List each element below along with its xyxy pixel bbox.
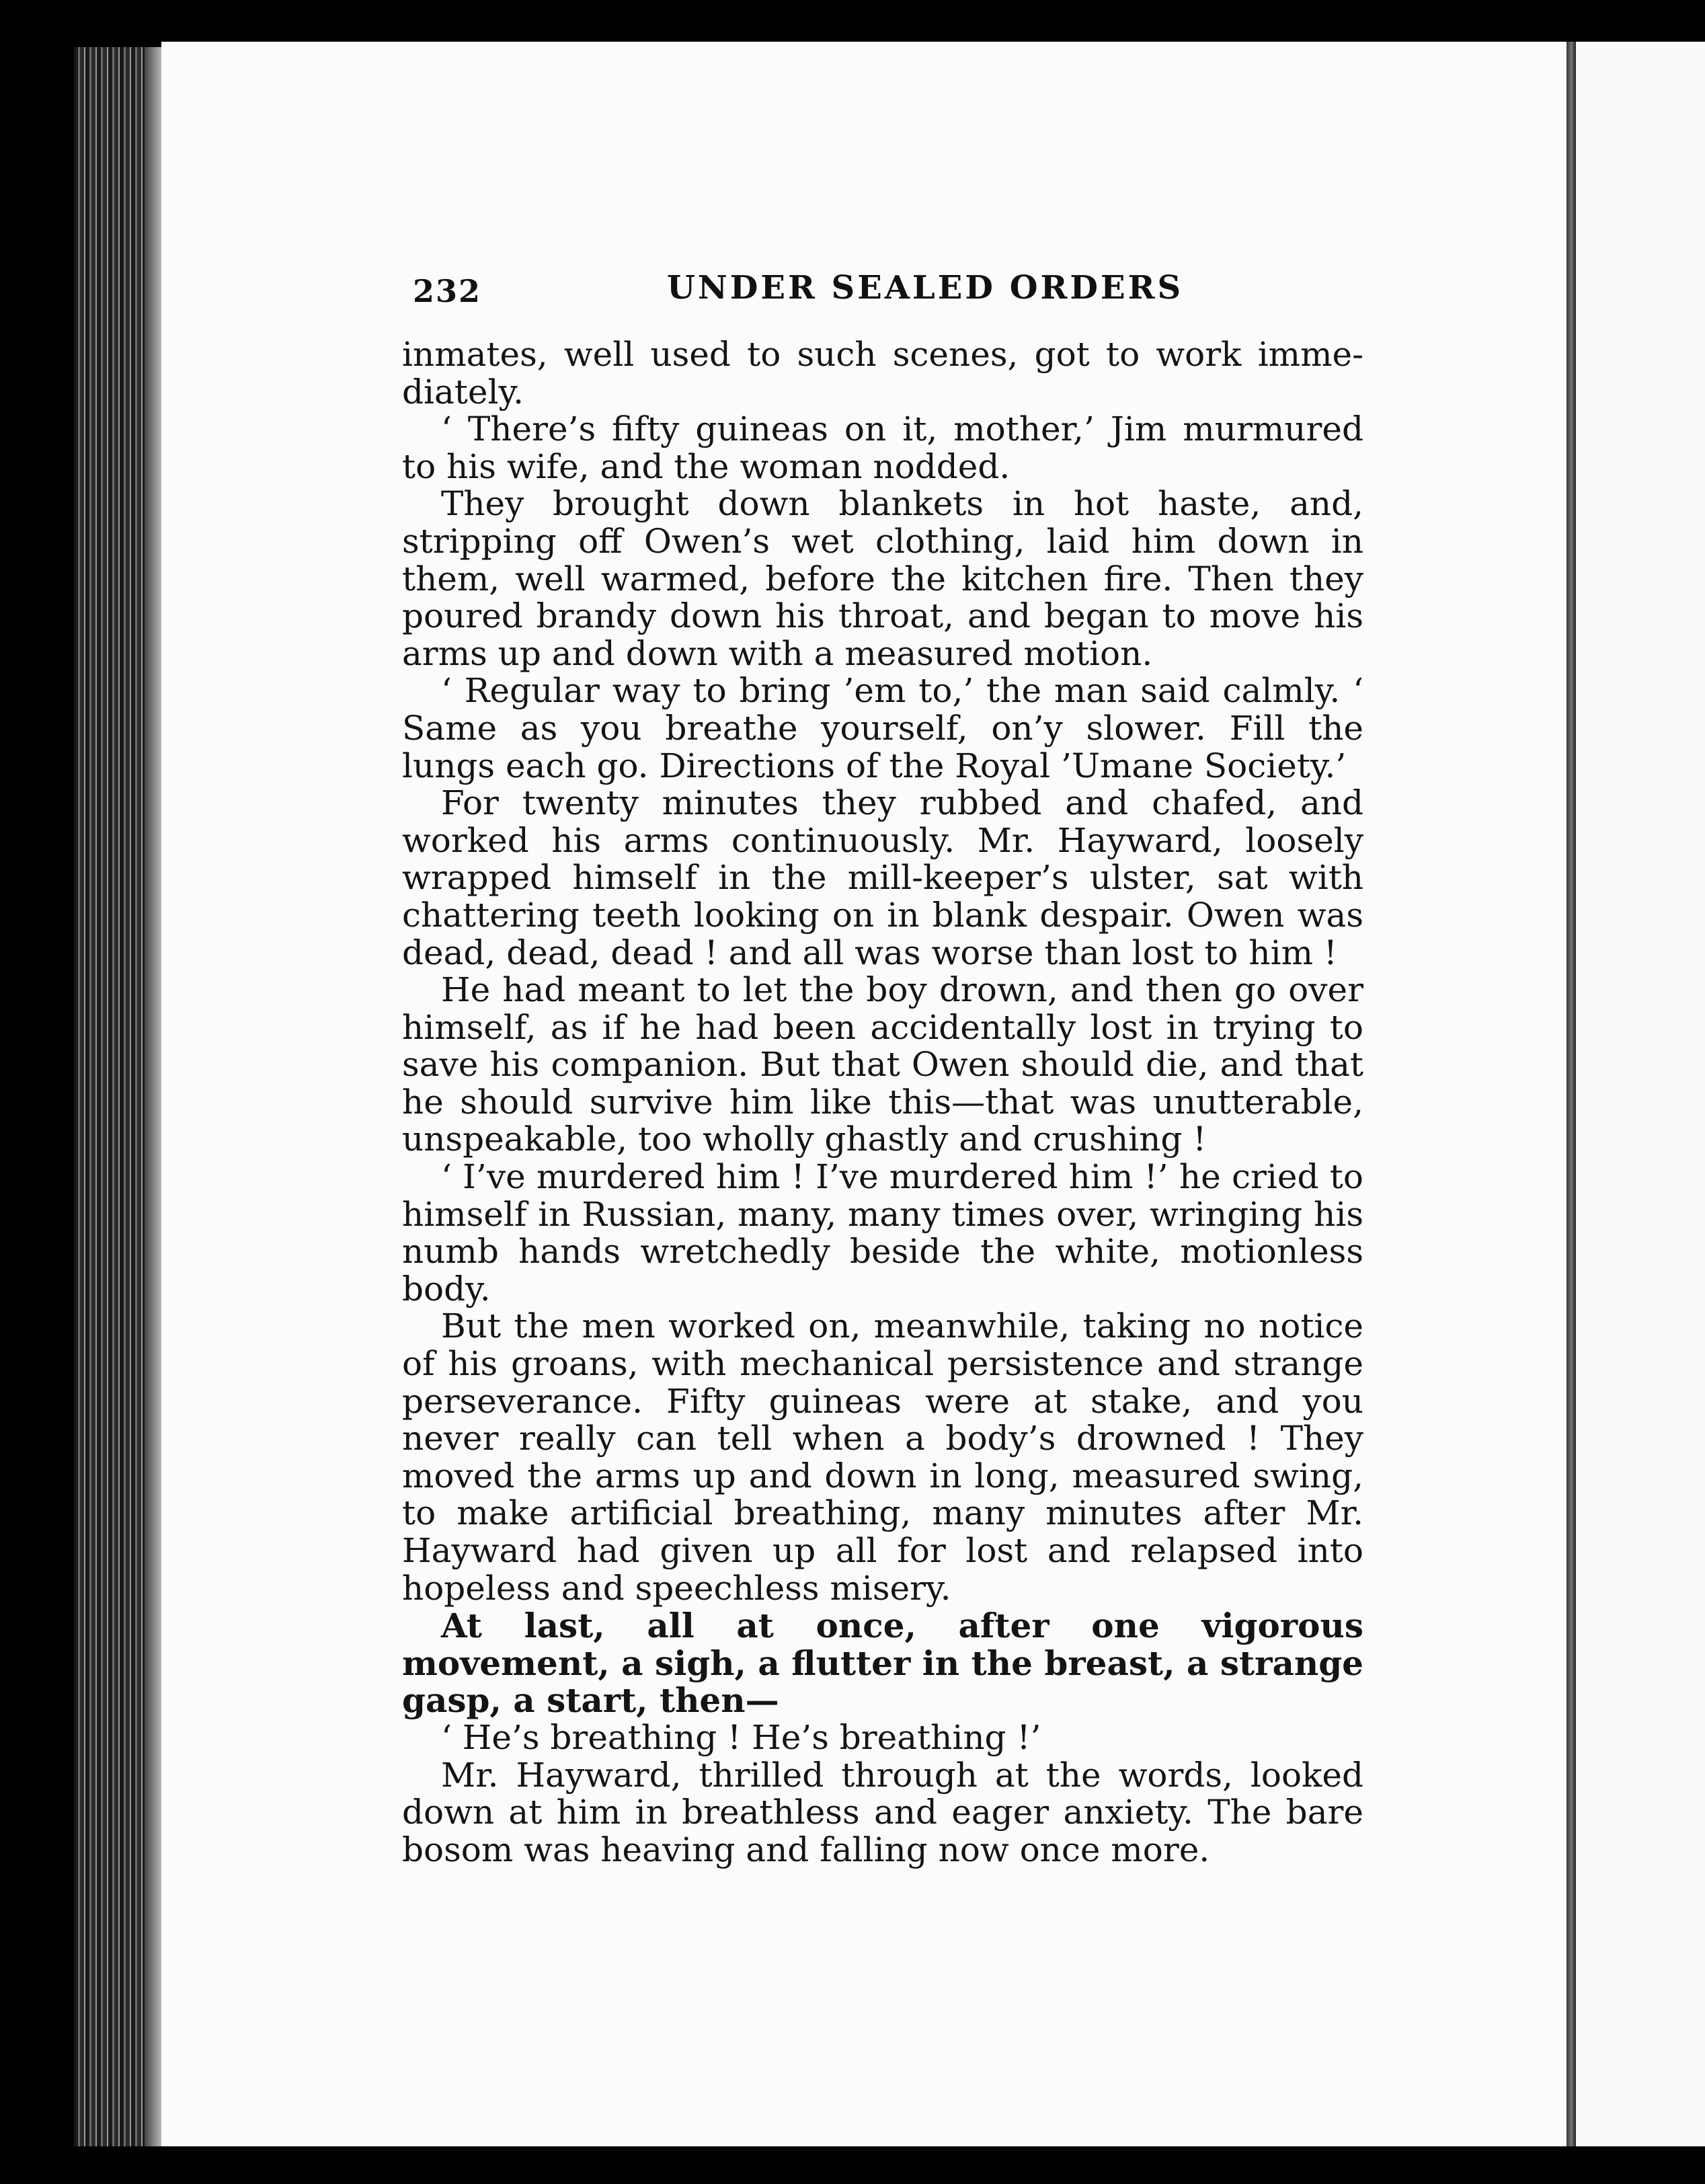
paragraph: He had meant to let the boy drown, and then go over himself, as if he had been accidentally lost in trying to save his companion. But that Owen should die, and that he should survive him like this—that was unutterable, unspeakable, too wholly ghastly and crushing ! (402, 970, 1363, 1159)
scan-border-bottom (0, 2146, 1705, 2184)
page-edge-right (1567, 42, 1576, 2146)
paragraph: ‘ Regular way to bring ’em to,’ the man said calmly. ‘ Same as you breathe yourself, on’y slower. Fill the lungs each go. Directions of the Royal ’Umane Society.’ (402, 671, 1363, 785)
facing-page-sliver (1576, 42, 1705, 2146)
paragraph: ‘ He’s breathing ! He’s breathing !’ (441, 1717, 1041, 1757)
paragraph: inmates, well used to such scenes, got to work imme-diately. (402, 335, 1363, 412)
running-title: UNDER SEALED ORDERS (667, 269, 1184, 307)
paragraph: Mr. Hayward, thrilled through at the words, looked down at him in breathless and eager anxiety. The bare bosom was heaving and falling now once more. (402, 1755, 1363, 1869)
paragraph: At last, all at once, after one vigorous movement, a sigh, a flutter in the breast, a strange gasp, a start, then— (402, 1606, 1363, 1721)
body-text (402, 336, 1363, 1869)
paragraph: But the men worked on, meanwhile, taking no notice of his groans, with mechanical persistence and strange perseverance. Fifty guineas were at stake, and you never really can tell when a body’s drowned ! They moved the arms up and down in long, measured swing, to make artificial breathing, many minutes after Mr. Hayward had given up all for lost and relapsed into hopeless and speechless misery. (402, 1306, 1363, 1608)
scan-border-top (0, 0, 1705, 42)
paragraph: For twenty minutes they rubbed and chafed, and worked his arms continuously. Mr. Hayward, loosely wrapped himself in the mill-keeper’s ulster, sat with chattering teeth looking on in blank despair. Owen was dead, dead, dead ! and all was worse than lost to him ! (402, 783, 1363, 972)
page-number: 232 (413, 273, 482, 309)
page-header (413, 269, 1367, 316)
paragraph: ‘ There’s fifty guineas on it, mother,’ Jim murmured to his wife, and the woman nodded. (402, 410, 1363, 486)
paragraph: They brought down blankets in hot haste, and, stripping off Owen’s wet clothing, laid him down in them, well warmed, before the kitchen fire. Then they poured brandy down his throat, and began to move his arms up and down with a measured motion. (402, 484, 1363, 673)
paragraph: ‘ I’ve murdered him ! I’ve murdered him !’ he cried to himself in Russian, many, many times over, wringing his numb hands wretchedly beside the white, motionless body. (402, 1157, 1363, 1309)
